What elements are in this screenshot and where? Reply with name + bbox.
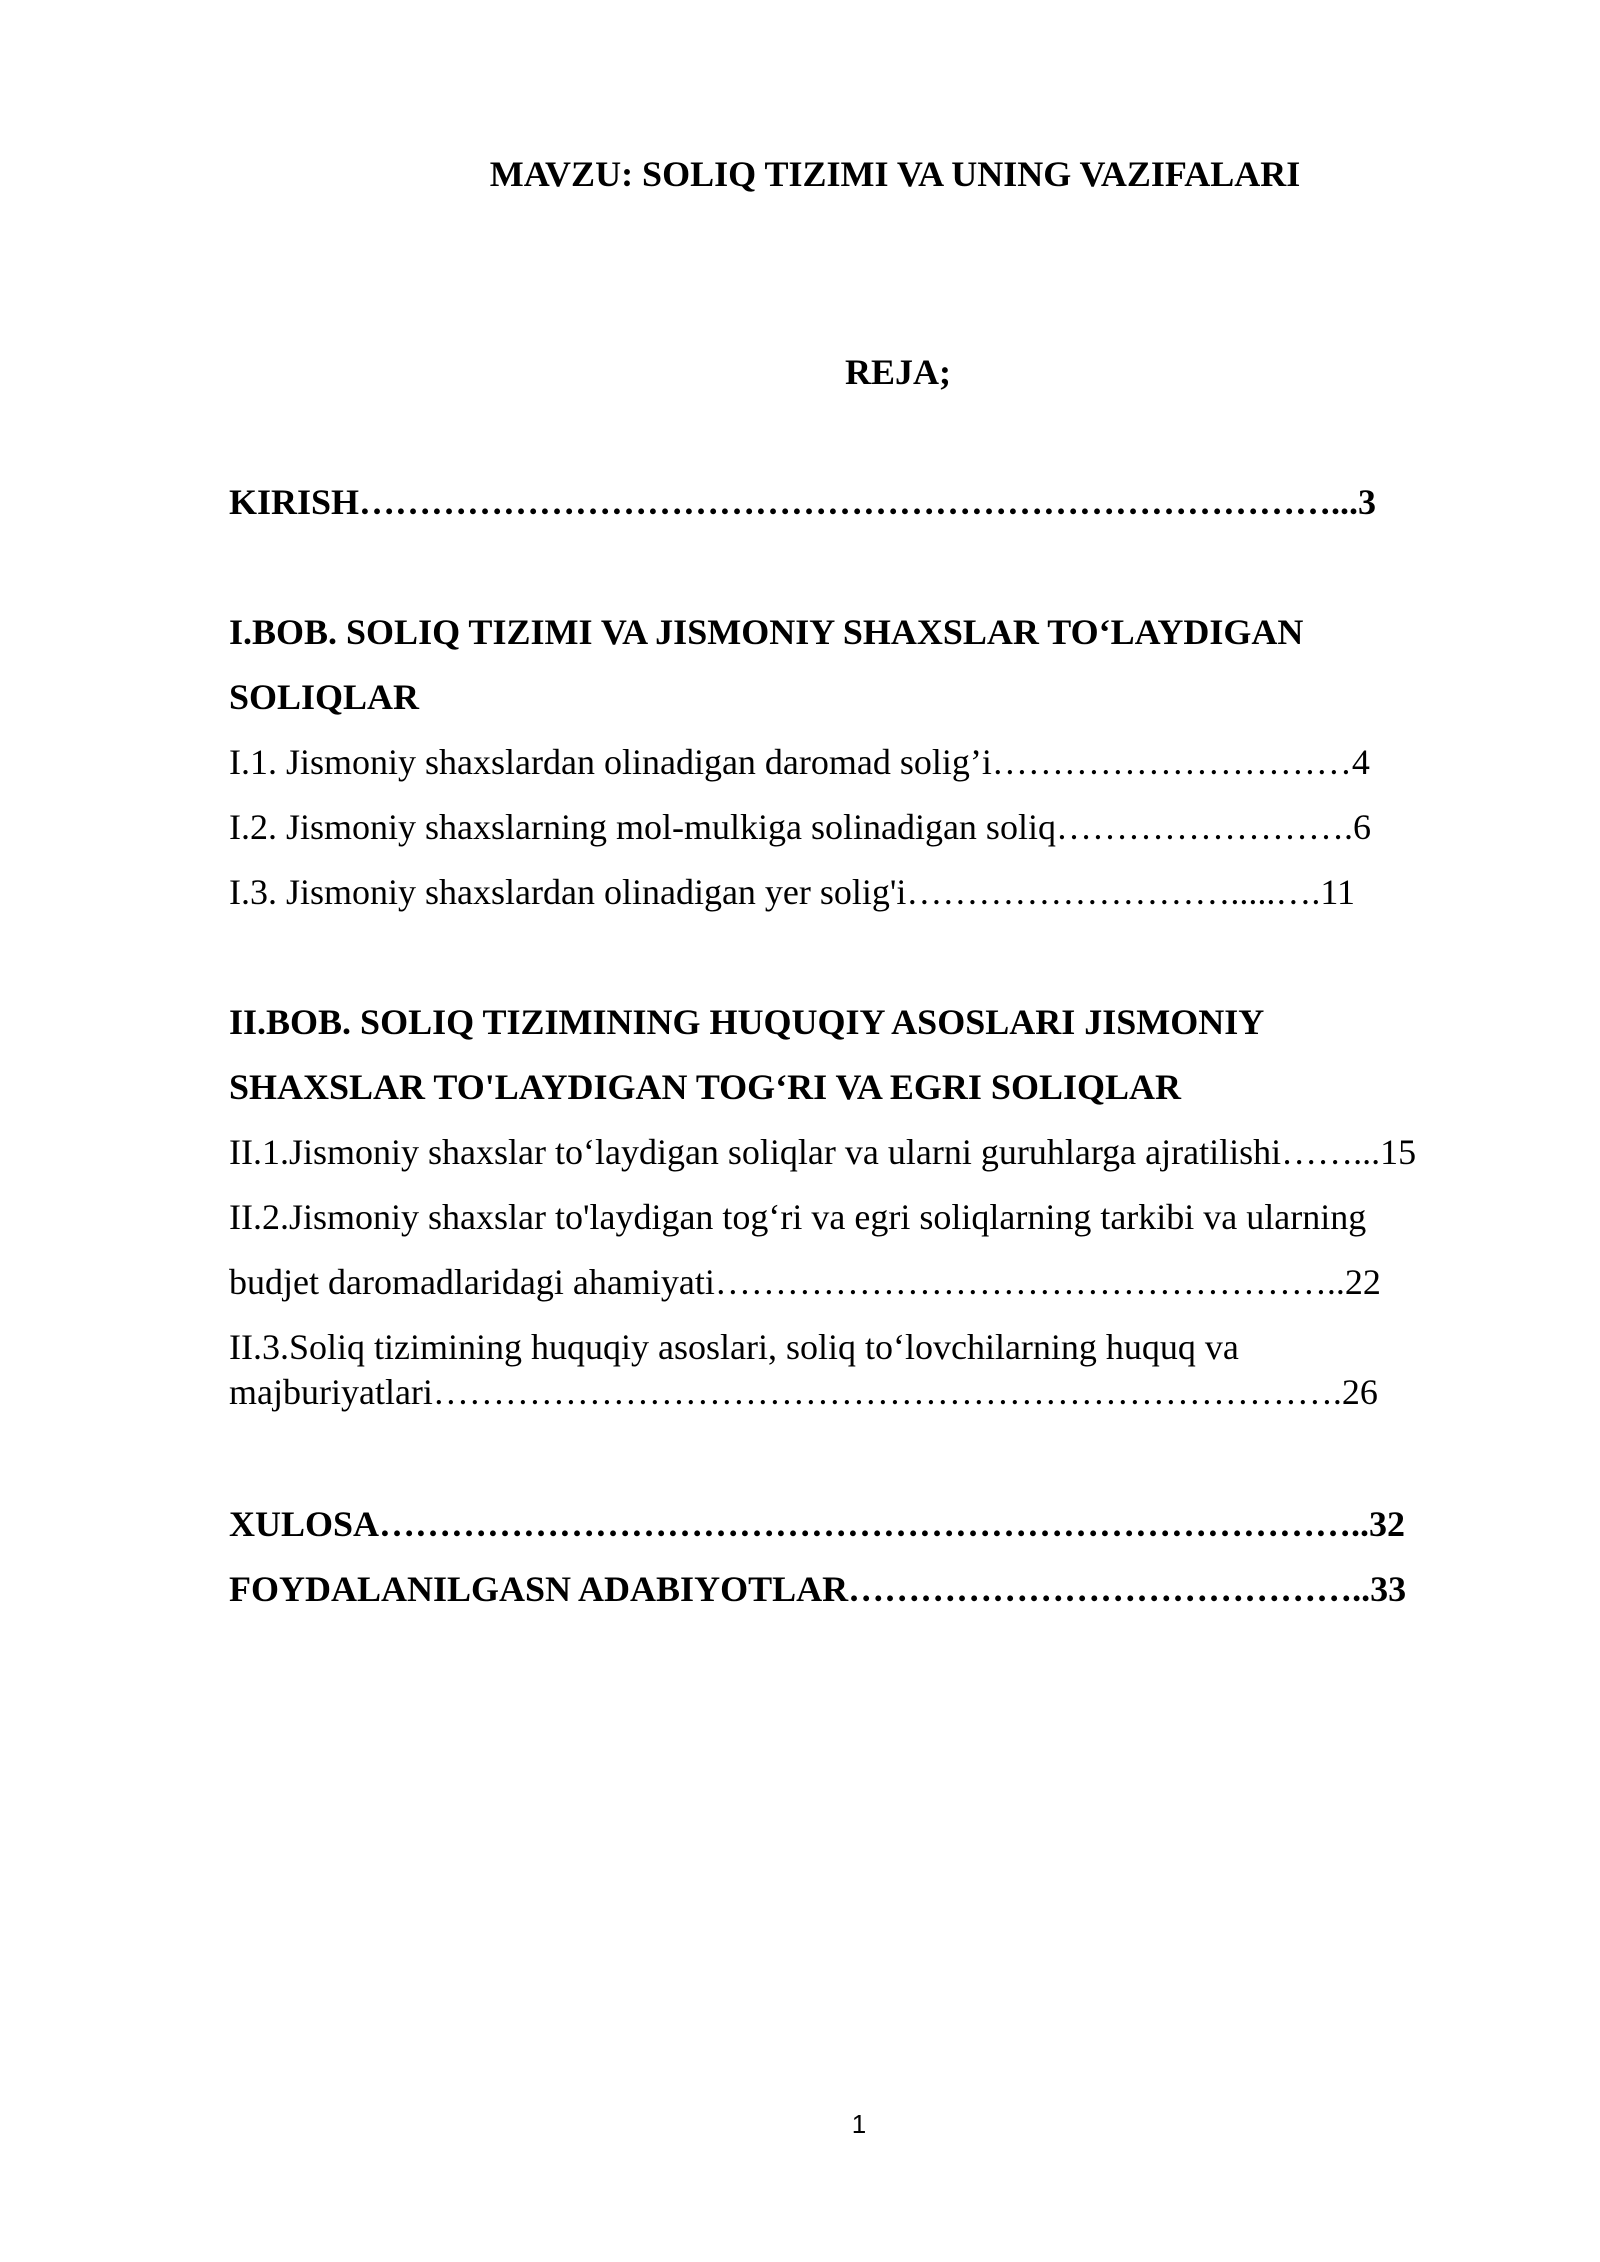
toc-entry-section-2-3-line1: II.3.Soliq tizimining huquqiy asoslari, soliq to‘lovchilarning huquq va bbox=[229, 1327, 1239, 1367]
toc-entry-intro: KIRISH………………………………………………………………………...3 bbox=[229, 482, 1377, 522]
toc-entry-section-2-2-line1: II.2.Jismoniy shaxslar to'laydigan tog‘ri va egri soliqlarning tarkibi va ularning bbox=[229, 1197, 1367, 1237]
toc-entry-section-2-3-line2: majburiyatlari………………………………………………………………….26 bbox=[229, 1372, 1378, 1412]
chapter2-heading-line1: II.BOB. SOLIQ TIZIMINING HUQUQIY ASOSLARI JISMONIY bbox=[229, 1002, 1265, 1042]
page-number: 1 bbox=[851, 2109, 867, 2139]
toc-entry-conclusion: XULOSA………………………………………………………………………..32 bbox=[229, 1504, 1406, 1544]
toc-entry-section-1-2: I.2. Jismoniy shaxslarning mol-mulkiga solinadigan soliq…………………….6 bbox=[229, 807, 1371, 847]
toc-entry-section-1-1: I.1. Jismoniy shaxslardan olinadigan daromad solig’i…………………………4 bbox=[229, 742, 1370, 782]
toc-entry-section-2-2-line2: budjet daromadlaridagi ahamiyati……………………………………………..22 bbox=[229, 1262, 1381, 1302]
chapter2-heading-line2: SHAXSLAR TO'LAYDIGAN TOG‘RI VA EGRI SOLIQLAR bbox=[229, 1067, 1181, 1107]
chapter1-heading-line2: SOLIQLAR bbox=[229, 677, 420, 717]
toc-entry-section-2-1: II.1.Jismoniy shaxslar to‘laydigan soliqlar va ularni guruhlarga ajratilishi……...15 bbox=[229, 1132, 1417, 1172]
chapter1-heading-line1: I.BOB. SOLIQ TIZIMI VA JISMONIY SHAXSLAR TO‘LAYDIGAN bbox=[229, 612, 1304, 652]
document-title: MAVZU: SOLIQ TIZIMI VA UNING VAZIFALARI bbox=[489, 154, 1301, 194]
toc-entry-section-1-3: I.3. Jismoniy shaxslardan olinadigan yer solig'i……………………….....….11 bbox=[229, 872, 1356, 912]
plan-heading: REJA; bbox=[845, 352, 951, 392]
toc-entry-references: FOYDALANILGASN ADABIYOTLAR……………………………………..33 bbox=[229, 1569, 1407, 1609]
